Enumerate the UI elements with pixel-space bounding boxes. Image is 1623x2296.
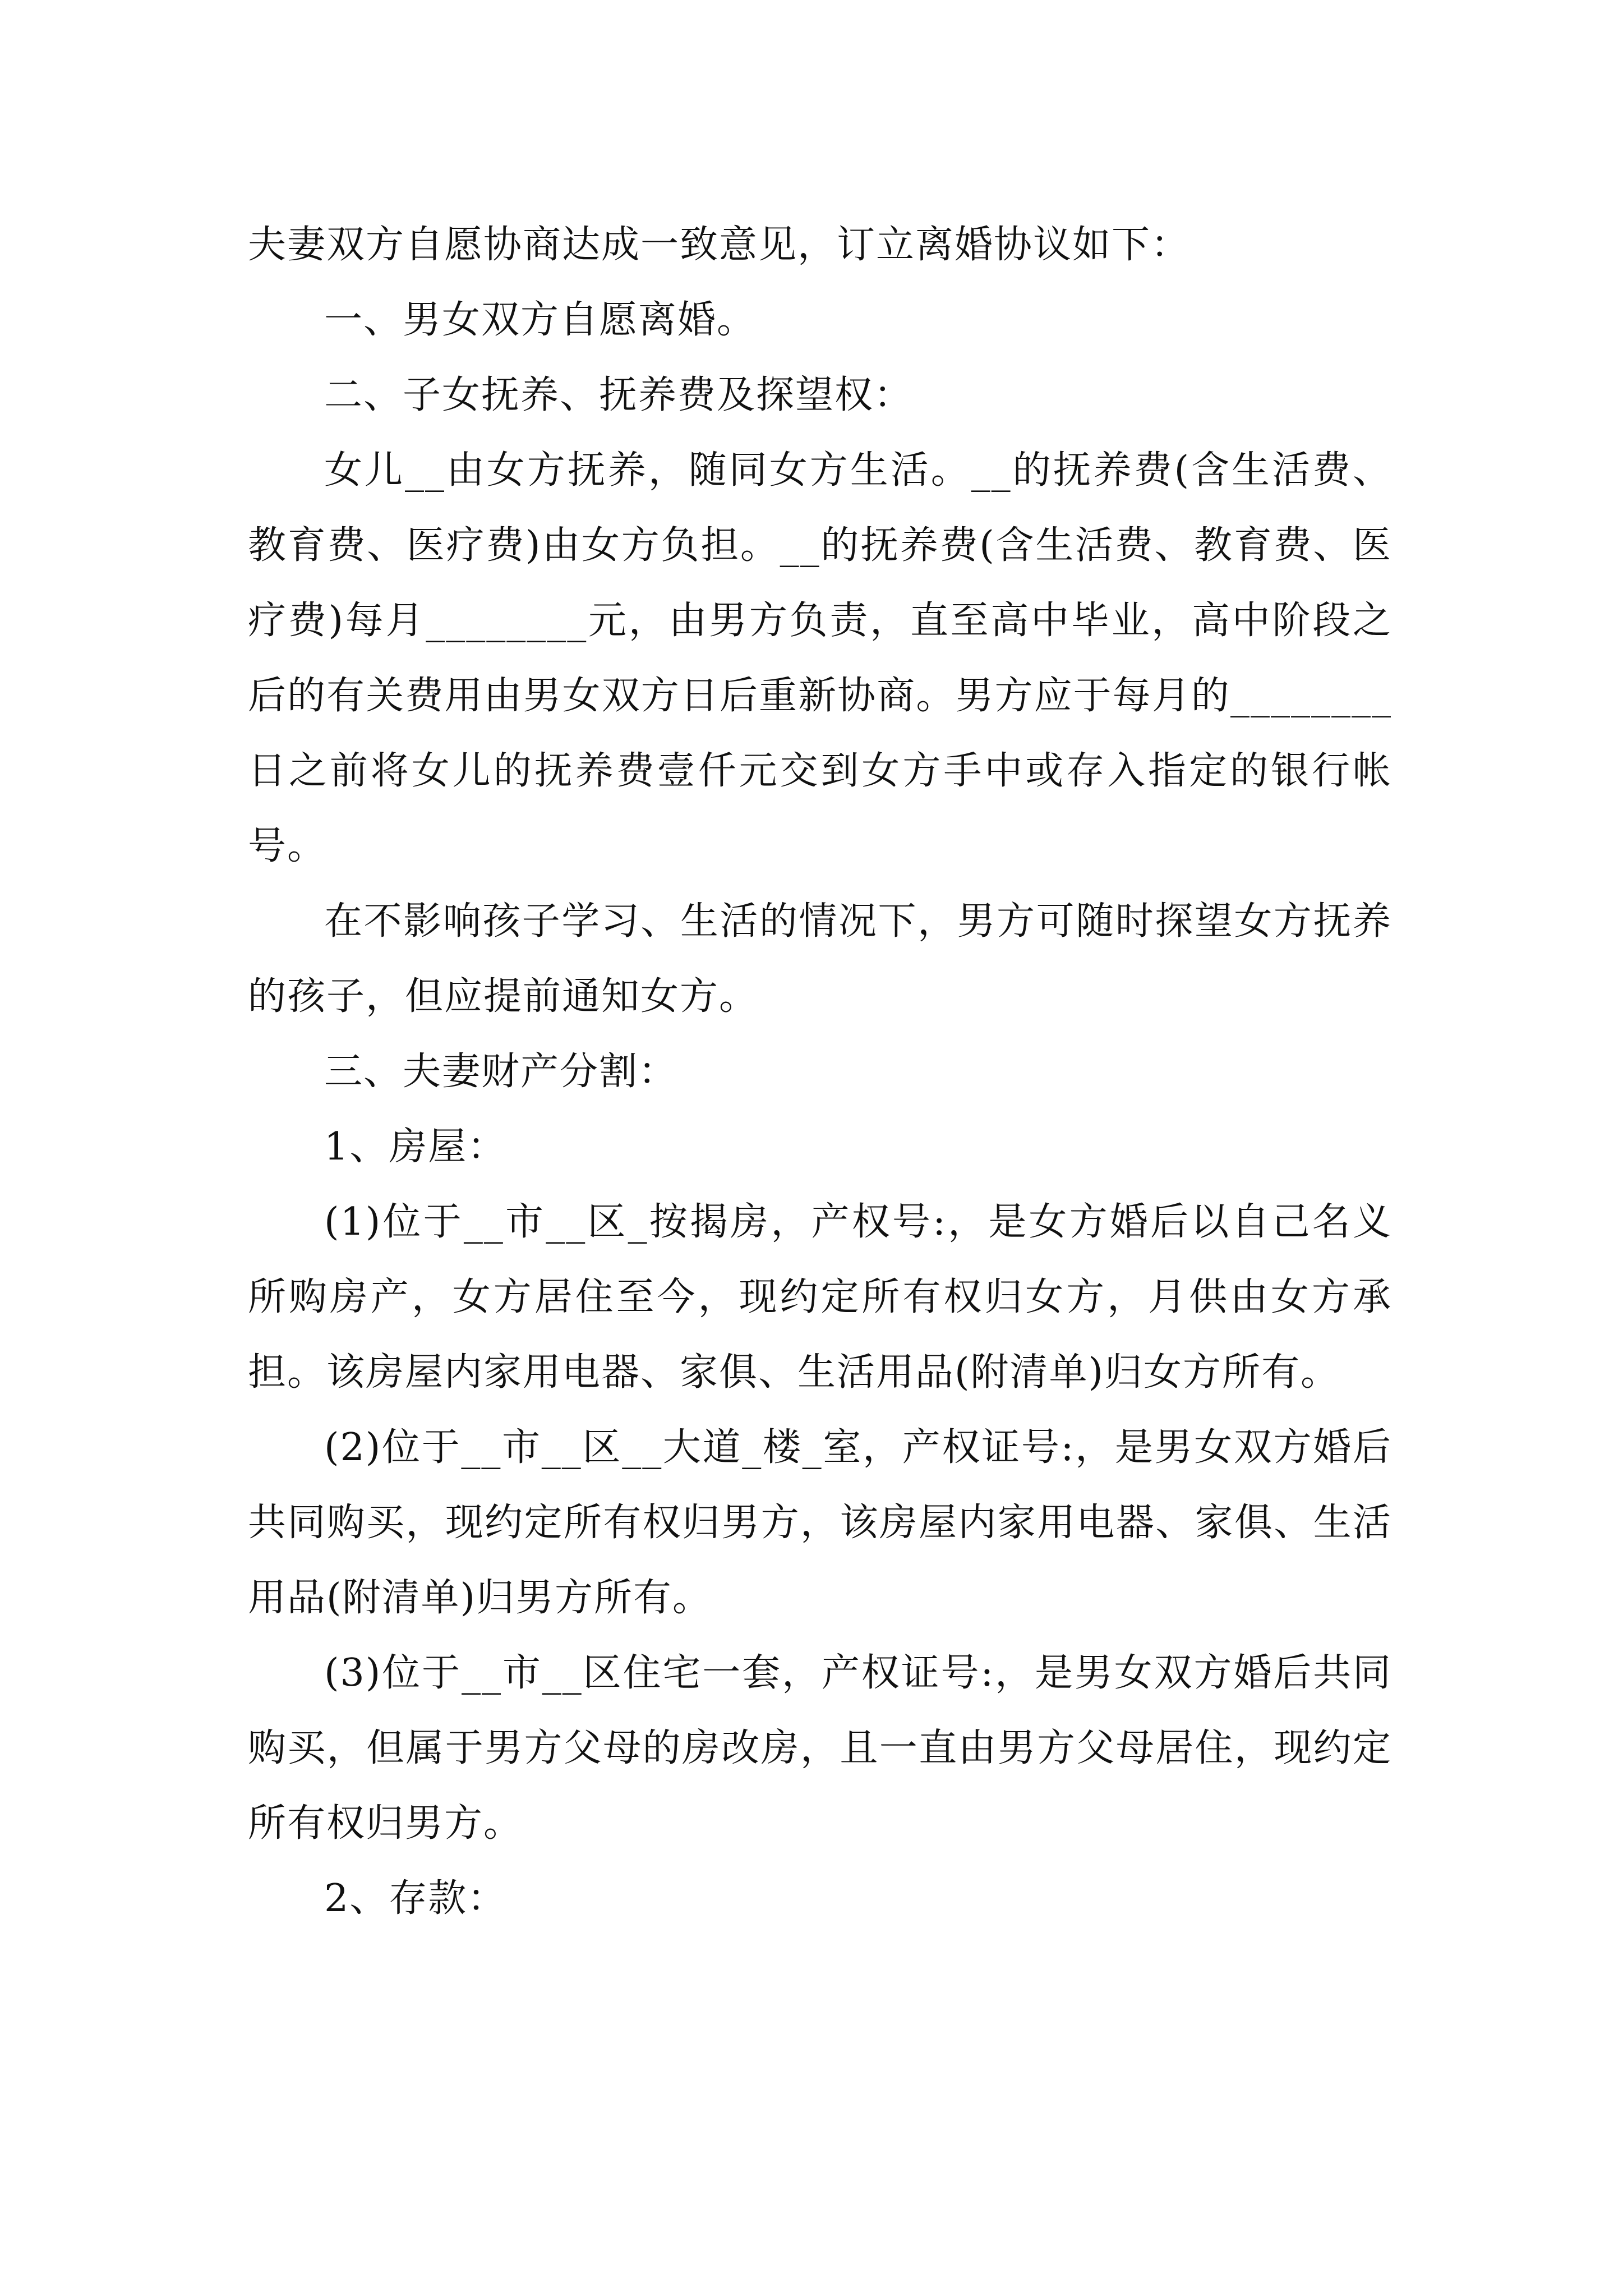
paragraph-housing-1: (1)位于__市__区_按揭房，产权号:，是女方婚后以自己名义所购房产，女方居住至今，现约定所有权归女方，月供由女方承担。该房屋内家用电器、家俱、生活用品(附清单)归女方所有。 <box>248 1200 1392 1395</box>
paragraph-savings-heading: 2、存款： <box>324 1876 507 1921</box>
paragraph-intro: 夫妻双方自愿协商达成一致意见，订立离婚协议如下： <box>248 223 1191 267</box>
paragraph-housing-heading: 1、房屋： <box>324 1125 507 1169</box>
paragraph-clause-2-heading: 二、子女抚养、抚养费及探望权： <box>324 373 914 417</box>
paragraph-clause-3-heading: 三、夫妻财产分割： <box>324 1050 678 1094</box>
paragraph-clause-1: 一、男女双方自愿离婚。 <box>324 298 757 342</box>
document-body <box>248 208 1392 1936</box>
paragraph-housing-2: (2)位于__市__区__大道_楼_室，产权证号:，是男女双方婚后共同购买，现约定所有权归男方，该房屋内家用电器、家俱、生活用品(附清单)归男方所有。 <box>248 1425 1392 1620</box>
paragraph-housing-3: (3)位于__市__区住宅一套，产权证号:，是男女双方婚后共同购买，但属于男方父母的房改房，且一直由男方父母居住，现约定所有权归男方。 <box>248 1651 1392 1846</box>
paragraph-child-support: 女儿__由女方抚养，随同女方生活。__的抚养费(含生活费、教育费、医疗费)由女方负担。__的抚养费(含生活费、教育费、医疗费)每月________元，由男方负责，直至高中毕业，高中阶段之后的有关费用由男女双方日后重新协商。男方应于每月的________日之前将女儿的抚养费壹仟元交到女方手中或存入指定的银行帐号。 <box>248 448 1392 868</box>
paragraph-visitation: 在不影响孩子学习、生活的情况下，男方可随时探望女方抚养的孩子，但应提前通知女方。 <box>248 899 1392 1019</box>
